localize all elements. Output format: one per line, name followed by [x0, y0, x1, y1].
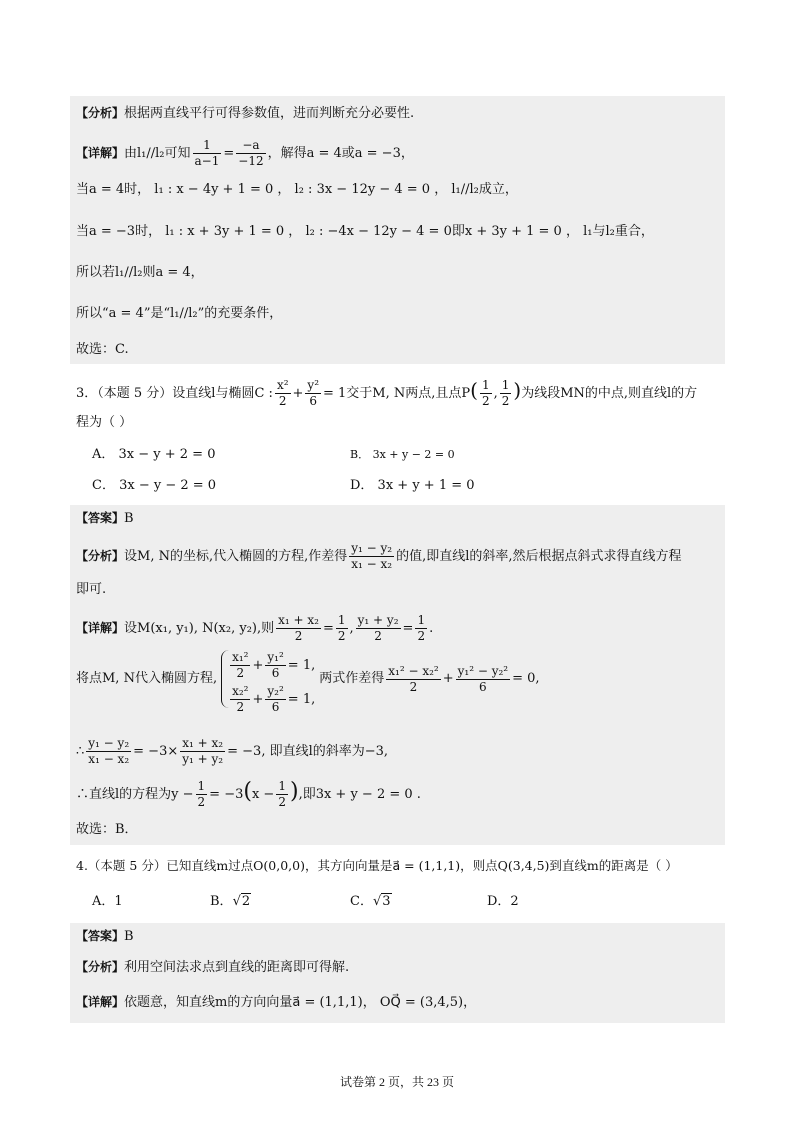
equals: =	[402, 621, 414, 636]
detail-text: 设M(x₁, y₁), N(x₂, y₂),则	[124, 621, 275, 636]
system-row-1	[228, 650, 316, 680]
equation-system	[221, 650, 316, 714]
q2-detail	[76, 138, 414, 169]
q2-choice: 故选：C.	[76, 342, 129, 357]
frac-num: x²	[276, 378, 289, 392]
fraction	[480, 378, 492, 409]
fraction	[196, 779, 208, 810]
fraction	[276, 613, 321, 644]
plus: +	[442, 671, 454, 686]
slope-mid: = −3×	[133, 744, 179, 759]
fraction	[336, 613, 348, 644]
analysis-label: 【分析】	[76, 106, 125, 120]
fraction	[230, 684, 250, 715]
fraction	[180, 736, 225, 767]
frac-num: x₁²	[232, 650, 249, 664]
plus: +	[252, 692, 264, 707]
q4-detail	[76, 992, 476, 1013]
period: .	[429, 621, 434, 636]
q3-option-b: B． 3x + y − 2 = 0	[350, 448, 455, 461]
frac-den: 2	[481, 394, 490, 408]
frac-den: 6	[271, 700, 280, 714]
comma: ,	[349, 621, 354, 636]
stem-text: = 1交于M, N两点,且点P	[323, 386, 471, 401]
q3-option-c: C． 3x − y − 2 = 0	[92, 478, 217, 493]
frac-den: 2	[374, 629, 382, 643]
analysis-label: 【分析】	[76, 549, 125, 563]
frac-num: 1	[278, 779, 286, 793]
q3-answer	[76, 508, 134, 529]
answer-value: B	[124, 511, 134, 526]
fraction	[275, 378, 291, 409]
line-eq-paren: x −	[251, 787, 275, 802]
q3-slope	[76, 734, 388, 770]
detail-text: ，解得a = 4或a = −3，	[267, 146, 414, 161]
frac-den: 2	[409, 679, 418, 694]
frac-den: 2	[197, 795, 206, 809]
frac-num: x₁ + x₂	[180, 736, 225, 752]
frac-num: y₂²	[267, 684, 284, 698]
detail-label: 【详解】	[76, 146, 125, 160]
fraction	[86, 736, 131, 767]
analysis-text: 根据两直线平行可得参数值，进而判断充分必要性.	[124, 106, 415, 121]
line-eq-text: ∴直线l的方程为y −	[76, 787, 194, 802]
detail-text: 依题意，知直线m的方向向量a⃗ = (1,1,1)， OQ⃗ = (3,4,5)，	[124, 995, 477, 1010]
frac-den: 2	[294, 629, 303, 643]
q2-conclusion-1: 所以若l₁//l₂则a = 4，	[76, 265, 204, 280]
fraction	[230, 650, 250, 681]
q2-analysis	[76, 103, 414, 124]
frac-num: x₁² − x₂²	[388, 663, 439, 678]
frac-num: x₁ + x₂	[278, 613, 319, 627]
analysis-text: 的值,即直线l的斜率,然后根据点斜式求得直线方程	[396, 549, 682, 564]
equation-end: = 1,	[287, 658, 316, 673]
q3-choice: 故选：B．	[76, 822, 138, 837]
equation-end: = 0,	[512, 671, 540, 686]
equation-end: = 1,	[287, 692, 316, 707]
frac-num: 1	[197, 779, 206, 793]
q3-option-d: D． 3x + y + 1 = 0	[350, 478, 475, 493]
q4-option-c	[350, 892, 392, 912]
answer-label: 【答案】	[76, 929, 125, 943]
substitution-text: 将点M, N代入椭圆方程,	[76, 671, 218, 686]
option-value: 3	[382, 894, 391, 909]
q2-conclusion-2: 所以“a = 4”是“l₁//l₂”的充要条件，	[76, 306, 283, 321]
frac-num: 1	[337, 613, 346, 627]
frac-num: y₁ − y₂	[351, 541, 393, 555]
option-value: 2	[241, 894, 251, 909]
q4-analysis	[76, 957, 349, 978]
equals: =	[322, 621, 334, 636]
q3-substitution	[76, 650, 540, 714]
q3-option-a: A． 3x − y + 2 = 0	[92, 447, 216, 462]
fraction	[265, 650, 285, 681]
q4-stem: 4.（本题 5 分）已知直线m过点O(0,0,0)，其方向向量是a⃗ = (1,1,1)，则点Q(3,4,5)到直线m的距离是（ ）	[76, 858, 678, 873]
fraction	[193, 138, 222, 169]
frac-den: 6	[309, 394, 318, 408]
analysis-label: 【分析】	[76, 960, 125, 974]
frac-den: 2	[417, 629, 426, 643]
substitution-text: 两式作差得	[319, 671, 385, 686]
frac-den: 2	[501, 394, 510, 408]
equals: =	[223, 146, 235, 161]
q4-option-d: D．2	[487, 894, 519, 909]
q3-analysis	[76, 538, 682, 575]
q4-option-b	[210, 892, 251, 912]
frac-den: 2	[236, 666, 245, 680]
slope-end: = −3, 即直线l的斜率为−3,	[227, 744, 389, 759]
frac-den: −12	[238, 154, 264, 168]
q3-line-equation: ∴直线l的方程为y − $\frac{1}{2}$ = −3(x − $\frac{1}{2}$ ),即3x + y − 2 = 0 .	[76, 779, 421, 809]
frac-num: 1	[501, 378, 510, 392]
q3-analysis-cont: 即可.	[76, 582, 107, 597]
fraction	[500, 378, 512, 409]
line-eq-mid: = −3	[209, 787, 244, 802]
answer-label: 【答案】	[76, 511, 125, 525]
frac-den: 6	[479, 679, 487, 694]
option-label: C．	[350, 894, 373, 909]
frac-num: y₁ + y₂	[357, 613, 399, 627]
answer-value: B	[124, 929, 134, 944]
fraction	[456, 664, 510, 695]
fraction	[349, 541, 394, 572]
fraction	[415, 613, 427, 644]
frac-den: 2	[236, 700, 245, 714]
frac-num: y₁² − y₂²	[457, 663, 509, 678]
frac-den: 2	[337, 629, 346, 643]
system-row-2	[228, 684, 316, 714]
frac-den: 2	[278, 394, 287, 408]
analysis-text: 利用空间法求点到直线的距离即可得解.	[124, 960, 350, 975]
fraction	[305, 378, 321, 409]
frac-num: y₁ − y₂	[88, 736, 130, 750]
analysis-text: 设M, N的坐标,代入椭圆的方程,作差得	[124, 549, 348, 564]
q2-case-a4: 当a = 4时， l₁ : x − 4y + 1 = 0 ， l₂ : 3x − 12y − 4 = 0 ， l₁//l₂成立，	[76, 182, 518, 197]
fraction	[386, 664, 440, 695]
fraction	[236, 138, 265, 169]
stem-text: 3．（本题 5 分）设直线l与椭圆C :	[76, 386, 273, 401]
option-label: B．	[210, 894, 233, 909]
frac-den: y₁ + y₂	[182, 752, 224, 766]
detail-text: 由l₁//l₂可知	[124, 146, 191, 161]
fraction	[276, 779, 288, 810]
frac-den: a−1	[194, 154, 220, 168]
frac-num: 1	[193, 138, 222, 154]
page-footer: 试卷第 2 页，共 23 页	[339, 1075, 454, 1089]
frac-num: y²	[307, 378, 320, 392]
plus: +	[252, 658, 264, 673]
q2-case-a-neg3: 当a = −3时， l₁ : x + 3y + 1 = 0 ， l₂ : −4x − 12y − 4 = 0即x + 3y + 1 = 0 ， l₁与l₂重合，	[76, 224, 654, 239]
frac-den: x₁ − x₂	[351, 557, 393, 571]
sqrt-icon: √	[232, 894, 241, 909]
frac-den: x₁ − x₂	[88, 752, 130, 766]
q3-stem: 3．（本题 5 分）设直线l与椭圆C : $\frac{\text{x²}}{2}$ + $\frac{\text{y²}}{6}$ = 1交于M, N两点,且点P( $\frac{1}{2}$ , $\frac{1}{2}$ )为线段MN的中点,则直线l的方	[76, 378, 698, 408]
frac-num: 1	[417, 613, 426, 627]
detail-label: 【详解】	[76, 621, 125, 635]
therefore-symbol: ∴	[76, 744, 85, 759]
frac-num: x₂²	[232, 684, 249, 698]
frac-num: 1	[481, 378, 490, 392]
sqrt-icon: √	[372, 894, 382, 909]
frac-den: 6	[271, 666, 280, 680]
q4-option-a: A．1	[92, 894, 123, 909]
detail-label: 【详解】	[76, 995, 125, 1009]
fraction	[356, 613, 401, 644]
line-eq-end: ,即3x + y − 2 = 0 .	[298, 787, 421, 802]
plus: +	[292, 386, 304, 401]
frac-num: y₁²	[267, 650, 284, 664]
frac-den: 2	[278, 795, 286, 809]
q3-stem-cont: 程为（ ）	[76, 415, 133, 430]
frac-num: −a	[236, 138, 265, 154]
q4-answer	[76, 926, 134, 947]
fraction	[265, 684, 285, 715]
q3-detail	[76, 610, 433, 647]
stem-text: 为线段MN的中点,则直线l的方	[521, 386, 698, 401]
